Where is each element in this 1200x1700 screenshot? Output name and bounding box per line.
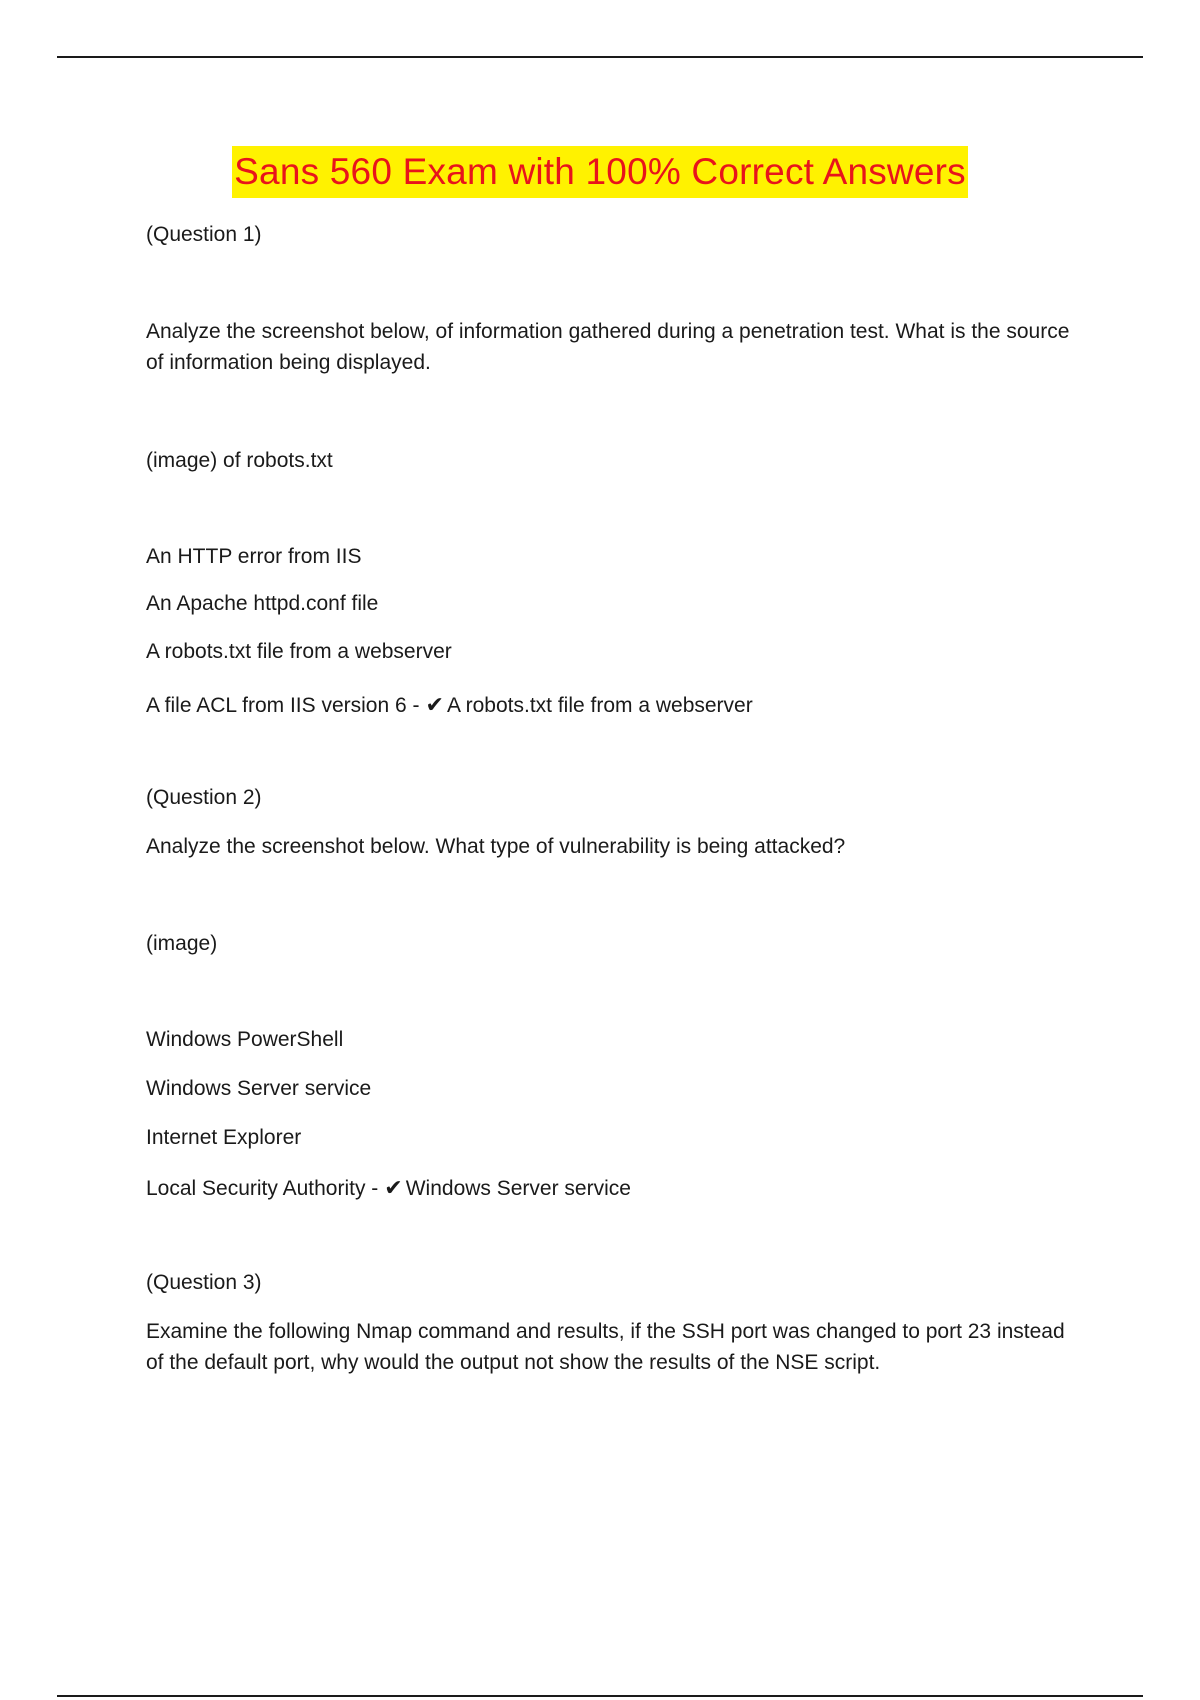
question-1-answer: A robots.txt file from a webserver xyxy=(446,694,753,717)
question-1-option-4-row xyxy=(146,689,1086,721)
question-1-image-note: (image) of robots.txt xyxy=(146,449,333,472)
question-3-prompt: Examine the following Nmap command and results, if the SSH port was changed to port 23 instead of the default port, why would the output not show the results of the NSE script. xyxy=(146,1320,1065,1374)
question-2-label: (Question 2) xyxy=(146,786,262,809)
question-2-option-1: Windows PowerShell xyxy=(146,1028,344,1051)
question-1-label: (Question 1) xyxy=(146,223,262,246)
header-rule xyxy=(57,56,1143,58)
question-2-image-note: (image) xyxy=(146,932,218,955)
checkmark-icon: ✔ xyxy=(384,1175,403,1200)
document-title: Sans 560 Exam with 100% Correct Answers xyxy=(232,146,968,198)
question-2-option-4: Local Security Authority - xyxy=(146,1177,379,1200)
question-1-prompt: Analyze the screenshot below, of information gathered during a penetration test. What is the source of information being displayed. xyxy=(146,320,1070,374)
footer-rule xyxy=(57,1695,1143,1697)
question-2-option-2: Windows Server service xyxy=(146,1077,372,1100)
question-1-option-1: An HTTP error from IIS xyxy=(146,545,362,568)
question-1-option-2: An Apache httpd.conf file xyxy=(146,592,379,615)
question-2-option-3: Internet Explorer xyxy=(146,1126,302,1149)
question-3-label: (Question 3) xyxy=(146,1271,262,1294)
question-2-option-4-row xyxy=(146,1172,1086,1204)
question-1-option-3: A robots.txt file from a webserver xyxy=(146,640,452,663)
title-container xyxy=(0,146,1200,198)
question-1-option-4: A file ACL from IIS version 6 - xyxy=(146,694,420,717)
checkmark-icon: ✔ xyxy=(425,692,444,717)
question-2-prompt: Analyze the screenshot below. What type of vulnerability is being attacked? xyxy=(146,835,846,858)
question-2-answer: Windows Server service xyxy=(405,1177,631,1200)
